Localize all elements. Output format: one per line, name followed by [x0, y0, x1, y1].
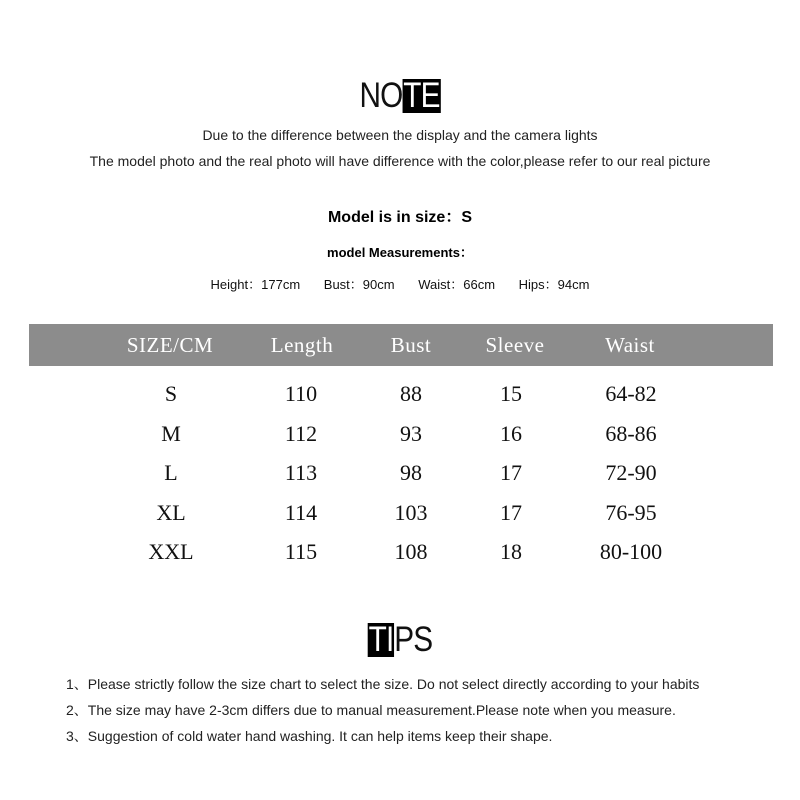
cell-bust: 108 [394, 539, 428, 564]
cell-bust: 93 [400, 421, 422, 446]
cell-bust: 98 [400, 460, 422, 485]
header-bust: Bust [390, 333, 432, 357]
tips-heading [60, 620, 740, 660]
model-height: Height：177cm [210, 277, 301, 292]
cell-waist: 68-86 [605, 421, 657, 446]
model-measurements [0, 276, 800, 294]
model-hips: Hips：94cm [518, 277, 590, 292]
cell-waist: 80-100 [599, 539, 663, 564]
cell-size: XL [156, 500, 186, 525]
cell-length: 112 [284, 421, 318, 446]
size-table-header [29, 324, 773, 366]
cell-waist: 72-90 [605, 460, 657, 485]
cell-waist: 76-95 [605, 500, 657, 525]
cell-length: 114 [284, 500, 318, 525]
note-line-1: Due to the difference between the display and the camera lights [202, 127, 598, 143]
table-row [0, 498, 800, 528]
header-size: SIZE/CM [126, 333, 214, 357]
tip-item: 2、The size may have 2-3cm differs due to manual measurement.Please note when you measure. [66, 702, 676, 718]
tips-heading-plain: PS [394, 620, 433, 659]
tip-item: 3、Suggestion of cold water hand washing. It can help items keep their shape. [66, 728, 553, 744]
note-heading-plain: NO [359, 76, 403, 115]
cell-sleeve: 18 [500, 539, 522, 564]
cell-bust: 88 [400, 381, 422, 406]
cell-size: S [164, 381, 178, 406]
model-waist: Waist：66cm [418, 277, 496, 292]
cell-length: 115 [284, 539, 318, 564]
header-waist: Waist [605, 333, 655, 357]
cell-size: L [164, 460, 178, 485]
cell-sleeve: 16 [500, 421, 522, 446]
header-sleeve: Sleeve [485, 333, 545, 357]
model-measurements-title: model Measurements： [327, 245, 473, 260]
tip-item: 1、Please strictly follow the size chart to select the size. Do not select directly according to your habits [66, 676, 700, 692]
cell-sleeve: 15 [500, 381, 522, 406]
cell-waist: 64-82 [605, 381, 657, 406]
cell-sleeve: 17 [500, 500, 522, 525]
table-row [0, 458, 800, 488]
cell-length: 110 [284, 381, 318, 406]
cell-size: XXL [148, 539, 194, 564]
model-size: Model is in size：S [327, 209, 473, 226]
cell-length: 113 [284, 460, 318, 485]
model-bust: Bust：90cm [323, 277, 395, 292]
table-row [0, 419, 800, 449]
cell-sleeve: 17 [500, 460, 522, 485]
header-length: Length [270, 333, 334, 357]
note-heading [60, 76, 740, 116]
note-line-2: The model photo and the real photo will have difference with the color,please refer to our real picture [89, 153, 711, 169]
note-heading-inverted: TE [403, 76, 440, 115]
cell-bust: 103 [394, 500, 428, 525]
tips-heading-inverted: TI [368, 620, 394, 659]
table-row [0, 537, 800, 567]
table-row [0, 379, 800, 409]
cell-size: M [161, 421, 181, 446]
